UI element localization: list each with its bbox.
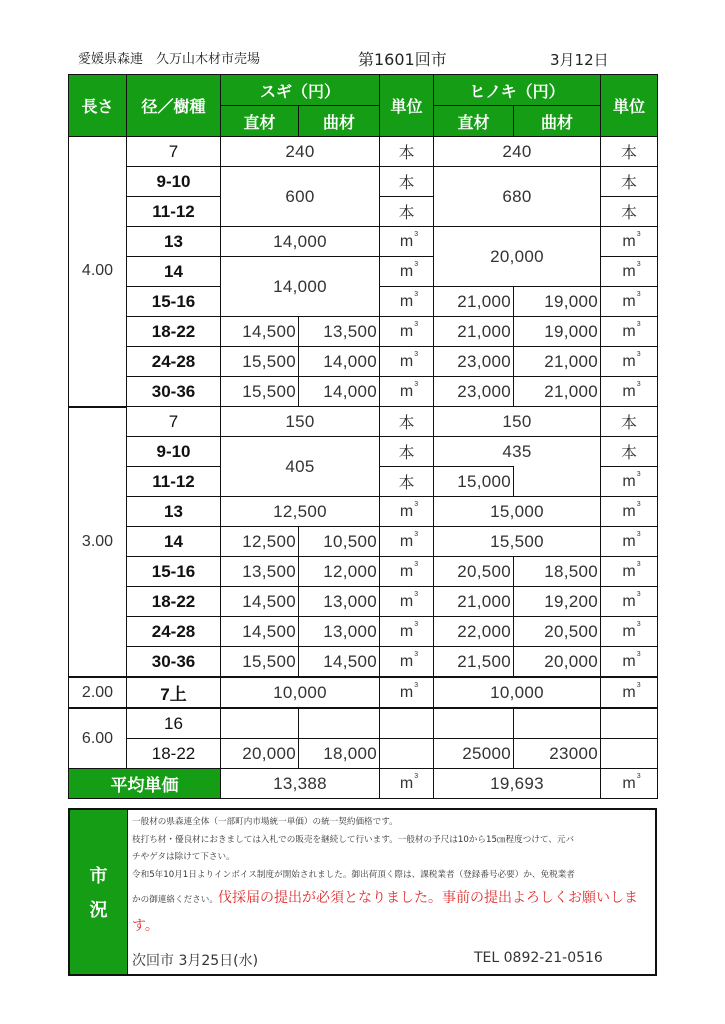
sugi-curved-price: 10,500 — [299, 527, 380, 557]
hinoki-unit: 本 — [601, 167, 658, 197]
note-line: 一般材の県森連全体（一部町内市場統一単価）の統一契約価格です。 — [132, 817, 398, 827]
sugi-curved-price: 18,000 — [299, 739, 380, 769]
sugi-unit-m3: m 3 — [380, 257, 434, 287]
size-cell: 30-36 — [127, 377, 221, 407]
hinoki-straight-price: 15,000 — [434, 467, 514, 497]
hinoki-price: 240 — [434, 137, 601, 167]
sugi-unit: 本 — [380, 197, 434, 227]
table-row — [69, 347, 658, 377]
sugi-price: 405 — [221, 437, 380, 497]
hinoki-price: 15,000 — [434, 497, 601, 527]
length-cell: 3.00 — [69, 407, 127, 678]
hinoki-curved-price: 19,200 — [514, 587, 601, 617]
hinoki-unit-m3: m 3 — [601, 287, 658, 317]
sugi-straight-price — [221, 708, 299, 739]
hinoki-price: 20,000 — [434, 227, 601, 287]
hinoki-unit: 本 — [601, 137, 658, 167]
note-line: かの御連絡ください。伐採届の提出が必須となりました。事前の提出よろしくお願いします。 — [132, 890, 638, 934]
col-header-hinoki-curved: 曲材 — [514, 106, 601, 137]
average-row — [69, 769, 658, 799]
price-table — [68, 74, 658, 799]
size-cell: 7上 — [127, 677, 221, 708]
hinoki-unit-m3: m 3 — [601, 647, 658, 678]
sugi-unit-m3: m 3 — [380, 317, 434, 347]
table-row — [69, 677, 658, 708]
size-cell: 7 — [127, 137, 221, 167]
note-line: 枝打ち材・優良材におきましては入札での販売を継続して行います。一般材の予尺は10から15㎝程度つけて、元バ — [132, 834, 575, 845]
hinoki-price: 680 — [434, 167, 601, 227]
sugi-unit-m3: m 3 — [380, 497, 434, 527]
size-cell: 7 — [127, 407, 221, 437]
hinoki-unit-m3: m 3 — [601, 587, 658, 617]
size-cell: 11-12 — [127, 197, 221, 227]
table-row — [69, 617, 658, 647]
hinoki-curved-price: 23000 — [514, 739, 601, 769]
size-cell: 18-22 — [127, 739, 221, 769]
sugi-price: 12,500 — [221, 497, 380, 527]
hinoki-average-price: 19,693 — [434, 769, 601, 799]
size-cell: 9-10 — [127, 437, 221, 467]
hinoki-unit-m3: m 3 — [601, 677, 658, 708]
size-cell: 18-22 — [127, 317, 221, 347]
sugi-unit-m3: m 3 — [380, 347, 434, 377]
table-row — [69, 587, 658, 617]
sugi-unit-m3: m 3 — [380, 617, 434, 647]
sugi-unit-m3: m 3 — [380, 677, 434, 708]
sugi-unit: 本 — [380, 437, 434, 467]
hinoki-unit-m3: m 3 — [601, 557, 658, 587]
sugi-unit-m3: m 3 — [380, 527, 434, 557]
telephone-number: TEL 0892-21-0516 — [474, 950, 603, 966]
organization-name: 愛媛県森連 久万山木材市売場 — [78, 52, 261, 67]
sugi-straight-price: 12,500 — [221, 527, 299, 557]
hinoki-unit-m3: m 3 — [601, 317, 658, 347]
size-cell: 30-36 — [127, 647, 221, 678]
col-header-hinoki-unit: 単位 — [601, 75, 658, 137]
size-cell: 11-12 — [127, 467, 221, 497]
sugi-curved-price: 13,000 — [299, 617, 380, 647]
sugi-straight-price: 15,500 — [221, 347, 299, 377]
size-cell: 9-10 — [127, 167, 221, 197]
note-line: 令和5年10月1日よりインボイス制度が開始されました。御出荷頂く際は、課税業者（登録番号必要）か、免税業者 — [132, 869, 575, 880]
hinoki-straight-price: 23,000 — [434, 377, 514, 407]
table-row — [69, 557, 658, 587]
sugi-unit-m3: m 3 — [380, 647, 434, 678]
table-row — [69, 227, 658, 257]
sugi-curved-price: 12,000 — [299, 557, 380, 587]
hinoki-straight-price: 21,000 — [434, 317, 514, 347]
sugi-price: 240 — [221, 137, 380, 167]
hinoki-curved-price: 20,500 — [514, 617, 601, 647]
hinoki-straight-price — [434, 708, 514, 739]
sugi-curved-price: 14,000 — [299, 347, 380, 377]
note-line: チやゲタは除けて下さい。 — [132, 852, 235, 862]
hinoki-curved-price: 21,000 — [514, 377, 601, 407]
hinoki-unit — [601, 708, 658, 739]
hinoki-straight-price: 22,000 — [434, 617, 514, 647]
sugi-unit — [380, 708, 434, 739]
hinoki-unit-m3: m 3 — [601, 497, 658, 527]
hinoki-unit-m3: m 3 — [601, 467, 658, 497]
hinoki-unit-m3: m 3 — [601, 347, 658, 377]
sugi-unit-m3: m 3 — [380, 769, 434, 799]
sugi-price: 600 — [221, 167, 380, 227]
hinoki-price: 15,500 — [434, 527, 601, 557]
sugi-unit: 本 — [380, 407, 434, 437]
sugi-straight-price: 15,500 — [221, 377, 299, 407]
next-market-date: 次回市 3月25日(水) — [132, 953, 259, 969]
sugi-unit-m3: m 3 — [380, 557, 434, 587]
size-cell: 15-16 — [127, 287, 221, 317]
table-row — [69, 317, 658, 347]
hinoki-straight-price: 21,000 — [434, 287, 514, 317]
sugi-price: 14,000 — [221, 257, 380, 317]
sugi-curved-price: 13,500 — [299, 317, 380, 347]
col-header-length: 長さ — [69, 75, 127, 137]
sugi-straight-price: 20,000 — [221, 739, 299, 769]
table-row — [69, 407, 658, 437]
market-date: 3月12日 — [550, 51, 609, 69]
table-row — [69, 497, 658, 527]
hinoki-price: 435 — [434, 437, 601, 467]
col-header-sugi-curved: 曲材 — [299, 106, 380, 137]
hinoki-curved-empty — [514, 467, 601, 497]
size-cell: 13 — [127, 227, 221, 257]
hinoki-curved-price — [514, 708, 601, 739]
hinoki-unit-m3: m 3 — [601, 769, 658, 799]
market-conditions-text — [132, 814, 649, 940]
sugi-unit — [380, 739, 434, 769]
sugi-curved-price: 13,000 — [299, 587, 380, 617]
hinoki-unit-m3: m 3 — [601, 377, 658, 407]
table-row — [69, 377, 658, 407]
sugi-price: 10,000 — [221, 677, 380, 708]
table-row — [69, 437, 658, 467]
size-cell: 15-16 — [127, 557, 221, 587]
col-header-sugi-straight: 直材 — [221, 106, 299, 137]
hinoki-unit-m3: m 3 — [601, 527, 658, 557]
table-row — [69, 739, 658, 769]
length-cell: 4.00 — [69, 137, 127, 407]
col-header-sugi-unit: 単位 — [380, 75, 434, 137]
col-header-size-species: 径／樹種 — [127, 75, 221, 137]
sugi-unit: 本 — [380, 167, 434, 197]
hinoki-straight-price: 21,000 — [434, 587, 514, 617]
size-cell: 14 — [127, 257, 221, 287]
sugi-unit-m3: m 3 — [380, 287, 434, 317]
sugi-unit-m3: m 3 — [380, 227, 434, 257]
sugi-price: 150 — [221, 407, 380, 437]
sugi-straight-price: 15,500 — [221, 647, 299, 678]
sugi-price: 14,000 — [221, 227, 380, 257]
hinoki-unit-m3: m 3 — [601, 617, 658, 647]
size-cell: 18-22 — [127, 587, 221, 617]
sugi-straight-price: 14,500 — [221, 617, 299, 647]
sugi-unit-m3: m 3 — [380, 377, 434, 407]
market-round: 第1601回市 — [358, 50, 447, 69]
size-cell: 16 — [127, 708, 221, 739]
hinoki-straight-price: 25000 — [434, 739, 514, 769]
hinoki-curved-price: 19,000 — [514, 287, 601, 317]
hinoki-straight-price: 23,000 — [434, 347, 514, 377]
hinoki-curved-price: 19,000 — [514, 317, 601, 347]
table-row — [69, 708, 658, 739]
hinoki-unit: 本 — [601, 437, 658, 467]
notice-red-text: 伐採届の提出が必須となりました。事前の提出よろしくお願いします。 — [132, 890, 638, 934]
length-cell: 2.00 — [69, 677, 127, 708]
hinoki-unit: 本 — [601, 197, 658, 227]
document-header — [0, 48, 725, 72]
hinoki-price: 10,000 — [434, 677, 601, 708]
sugi-unit: 本 — [380, 137, 434, 167]
col-header-hinoki: ヒノキ（円） — [434, 75, 601, 106]
table-row — [69, 137, 658, 167]
hinoki-unit-m3: m 3 — [601, 227, 658, 257]
sugi-curved-price: 14,000 — [299, 377, 380, 407]
hinoki-straight-price: 21,500 — [434, 647, 514, 678]
size-cell: 24-28 — [127, 617, 221, 647]
average-price-label: 平均単価 — [69, 769, 221, 799]
sugi-straight-price: 14,500 — [221, 587, 299, 617]
hinoki-curved-price: 21,000 — [514, 347, 601, 377]
hinoki-straight-price: 20,500 — [434, 557, 514, 587]
market-conditions-label: 市 況 — [70, 810, 128, 974]
size-cell: 13 — [127, 497, 221, 527]
sugi-unit: 本 — [380, 467, 434, 497]
length-cell: 6.00 — [69, 708, 127, 769]
sugi-curved-price: 14,500 — [299, 647, 380, 678]
size-cell: 14 — [127, 527, 221, 557]
table-row — [69, 647, 658, 678]
hinoki-unit: 本 — [601, 407, 658, 437]
sugi-straight-price: 14,500 — [221, 317, 299, 347]
market-conditions-panel — [68, 808, 657, 976]
hinoki-curved-price: 20,000 — [514, 647, 601, 678]
hinoki-unit-m3: m 3 — [601, 257, 658, 287]
sugi-curved-price — [299, 708, 380, 739]
sugi-straight-price: 13,500 — [221, 557, 299, 587]
hinoki-unit — [601, 739, 658, 769]
sugi-average-price: 13,388 — [221, 769, 380, 799]
table-row — [69, 167, 658, 197]
col-header-sugi: スギ（円） — [221, 75, 380, 106]
hinoki-price: 150 — [434, 407, 601, 437]
sugi-unit-m3: m 3 — [380, 587, 434, 617]
hinoki-curved-price: 18,500 — [514, 557, 601, 587]
table-row — [69, 527, 658, 557]
col-header-hinoki-straight: 直材 — [434, 106, 514, 137]
size-cell: 24-28 — [127, 347, 221, 377]
